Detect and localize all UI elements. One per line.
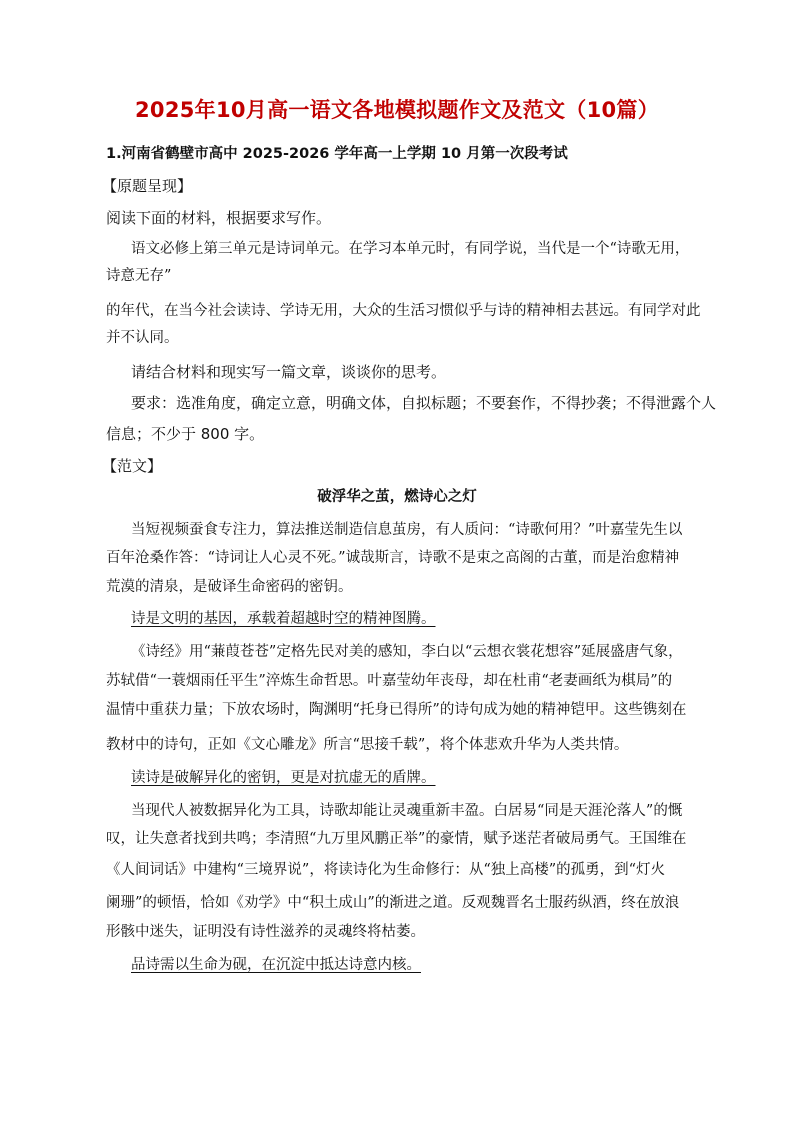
essay-line: 当现代人被数据异化为工具，诗歌却能让灵魂重新丰盈。白居易“同是天涯沦落人”的慨 (131, 803, 683, 819)
task-text: 请结合材料和现实写一篇文章，谈谈你的思考。 (131, 363, 447, 381)
essay-line: 当短视频蚕食专注力，算法推送制造信息茧房，有人质问：“诗歌何用？”叶嘉莹先生以 (131, 522, 683, 538)
essay-subheading: 诗是文明的基因，承载着超越时空的精神图腾。 (131, 611, 436, 627)
essay-label: 【范文】 (102, 457, 163, 475)
essay-line: 温情中重获力量；下放农场时，陶渊明“托身已得所”的诗句成为她的精神铠甲。这些镌刻在 (106, 702, 687, 718)
material-line: 诗意无存” (106, 268, 172, 284)
document-title: 2025年10月高一语文各地模拟题作文及范文（10篇） (135, 98, 659, 122)
essay-subheading: 读诗是破解异化的密钥，更是对抗虚无的盾牌。 (131, 770, 436, 786)
essay-line: 《诗经》用“蒹葭苍苍”定格先民对美的感知，李白以“云想衣裳花想容”延展盛唐气象， (131, 644, 683, 660)
essay-line: 教材中的诗句，正如《文心雕龙》所言“思接千载”，将个体悲欢升华为人类共情。 (106, 737, 629, 753)
essay-line: 形骸中迷失，证明没有诗性滋养的灵魂终将枯萎。 (106, 924, 425, 940)
material-line: 并不认同。 (106, 330, 179, 346)
essay-title: 破浮华之茧，燃诗心之灯 (317, 488, 477, 505)
requirements-line: 信息；不少于 800 字。 (106, 425, 265, 443)
essay-line: 阑珊”的顿悟，恰如《劝学》中“积土成山”的渐进之道。反观魏晋名士服药纵酒，终在放浪 (106, 895, 680, 911)
essay-subheading: 品诗需以生命为砚，在沉淀中抵达诗意内核。 (131, 957, 421, 973)
original-label: 【原题呈现】 (102, 177, 193, 195)
material-line: 的年代，在当今社会读诗、学诗无用，大众的生活习惯似乎与诗的精神相去甚远。有同学对此 (106, 303, 701, 319)
section-heading: 1.河南省鹤壁市高中 2025-2026 学年高一上学期 10 月第一次段考试 (106, 146, 568, 162)
essay-line: 叹，让失意者找到共鸣；李清照“九万里风鹏正举”的豪情，赋予迷茫者破局勇气。王国维在 (106, 831, 687, 847)
essay-line: 百年沧桑作答：“诗词让人心灵不死。”诚哉斯言，诗歌不是束之高阁的古董，而是治愈精神 (106, 550, 680, 566)
essay-line: 苏轼借“一蓑烟雨任平生”淬炼生命哲思。叶嘉莹幼年丧母，却在杜甫“老妻画纸为棋局”的 (106, 673, 673, 689)
essay-line: 《人间词话》中建构“三境界说”，将读诗化为生命修行：从“独上高楼”的孤勇，到“灯火 (106, 862, 666, 878)
requirements-line: 要求：选准角度，确定立意，明确文体，自拟标题；不要套作，不得抄袭；不得泄露个人 (131, 394, 717, 412)
material-line: 语文必修上第三单元是诗词单元。在学习本单元时，有同学说，当代是一个“诗歌无用， (131, 241, 690, 257)
instruction-text: 阅读下面的材料，根据要求写作。 (106, 209, 332, 227)
essay-line: 荒漠的清泉，是破译生命密码的密钥。 (106, 579, 353, 595)
